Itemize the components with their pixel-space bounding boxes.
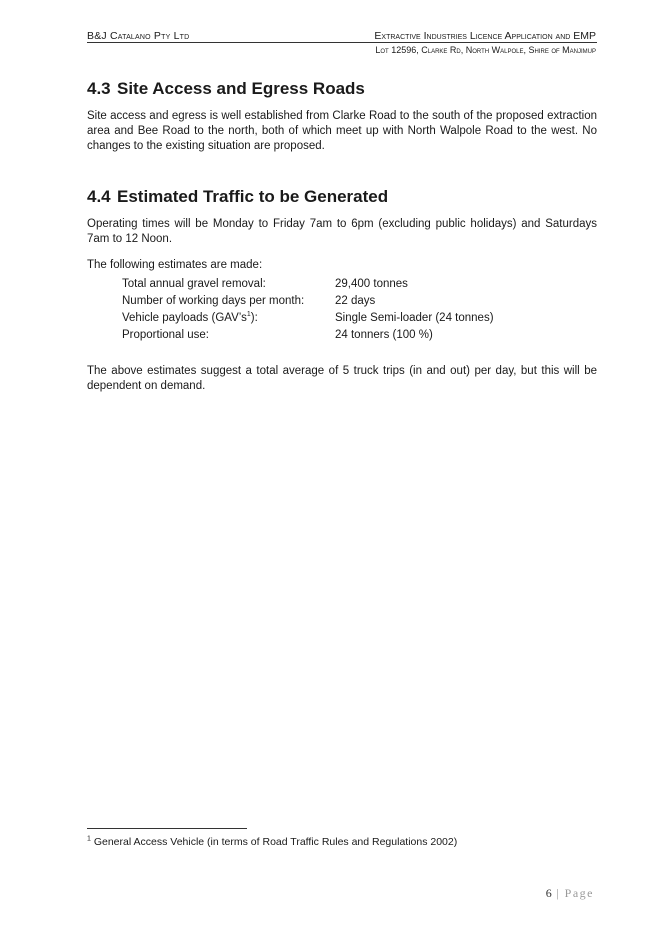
estimate-value: 29,400 tonnes — [335, 278, 408, 290]
estimate-value: 22 days — [335, 295, 376, 307]
estimate-label: Proportional use: — [122, 329, 209, 341]
section-title: Site Access and Egress Roads — [117, 79, 365, 98]
estimates-intro: The following estimates are made: — [87, 259, 263, 271]
footnote-rule — [87, 828, 247, 829]
page-number-value: 6 — [545, 886, 552, 900]
estimates-list — [87, 276, 597, 344]
section-body: Site access and egress is well established from Clarke Road to the south of the proposed extraction area and Bee Road to the north, both of which meet up with North Walpole Road to the west. No changes to the existing situation are proposed. — [87, 110, 597, 152]
conclusion-paragraph: The above estimates suggest a total average of 5 truck trips (in and out) per day, but this will be dependent on demand. — [87, 365, 597, 392]
footnote-ref[interactable]: 1 — [246, 311, 251, 319]
footnote-text: General Access Vehicle (in terms of Road Traffic Rules and Regulations 2002) — [90, 836, 458, 848]
section-heading — [87, 78, 597, 100]
estimate-row — [122, 293, 597, 310]
page-separator: | — [551, 886, 565, 900]
section-heading — [87, 186, 597, 208]
section-number: 4.3 — [87, 79, 111, 98]
estimate-row — [122, 276, 597, 293]
page-label: Page — [564, 886, 594, 900]
estimate-value: 24 tonners (100 %) — [335, 329, 433, 341]
estimate-row — [122, 327, 597, 344]
header-location: Lot 12596, Clarke Rd, North Walpole, Shire of Manjimup — [375, 45, 596, 55]
section-title: Estimated Traffic to be Generated — [117, 187, 389, 206]
header-doc-title: Extractive Industries Licence Application and EMP — [374, 30, 596, 42]
header-company: B&J Catalano Pty Ltd — [87, 30, 190, 42]
header-rule — [87, 42, 597, 43]
section-site-access — [87, 78, 597, 154]
operating-times-paragraph: Operating times will be Monday to Friday 7am to 6pm (excluding public holidays) and Saturdays 7am to 12 Noon. — [87, 218, 597, 245]
estimate-row — [122, 310, 597, 327]
estimate-label: Total annual gravel removal: — [122, 278, 266, 290]
section-number: 4.4 — [87, 187, 111, 206]
footnote — [87, 836, 457, 848]
section-estimated-traffic — [87, 186, 597, 394]
estimate-label: Number of working days per month: — [122, 295, 305, 307]
page-content — [87, 78, 597, 394]
page-number — [546, 886, 594, 901]
estimate-label: Vehicle payloads $(GAV’s^1)$: — [122, 311, 258, 324]
estimate-value: Single Semi-loader (24 tonnes) — [335, 312, 494, 324]
footnote-marker: 1 — [87, 835, 91, 843]
